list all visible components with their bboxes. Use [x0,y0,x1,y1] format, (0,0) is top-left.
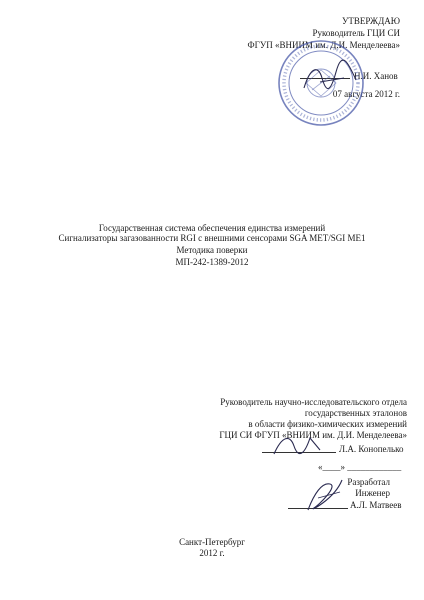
approval-org: ФГУП «ВНИИМ им. Д.И. Менделеева» [247,40,400,50]
developer-signature [300,474,350,516]
title-line-1: Государственная система обеспечения единства измерений [98,223,326,233]
approval-signature [300,58,360,98]
approval-name: Н.И. Ханов [354,71,398,81]
title-line-2: Сигнализаторы загазованности RGI с внешними сенсорами SGA MET/SGI ME1 [58,233,366,243]
developer-name: А.Л. Матвеев [350,500,402,510]
department-signature [270,430,324,460]
title-line-3: Методика поверки [176,245,248,255]
department-line-1: Руководитель научно-исследовательского отдела [220,397,407,407]
department-name: Л.А. Конопелько [339,444,404,454]
department-date-field: «____» ____________ [318,462,402,472]
department-line-2: государственных эталонов [304,408,407,418]
developer-label: Разработал [347,477,390,487]
developer-role: Инженер [355,488,390,498]
department-line-4: ГЦИ СИ ФГУП «ВНИИМ им. Д.И. Менделеева» [219,430,407,440]
approval-date: 07 августа 2012 г. [332,89,400,99]
approval-role: Руководитель ГЦИ СИ [312,28,400,38]
document-code: МП-242-1389-2012 [175,257,249,267]
footer-city: Санкт-Петербург [179,537,245,547]
approval-heading: УТВЕРЖДАЮ [341,16,400,26]
footer-year: 2012 г. [199,548,225,558]
department-line-3: в области физико-химических измерений [248,419,407,429]
